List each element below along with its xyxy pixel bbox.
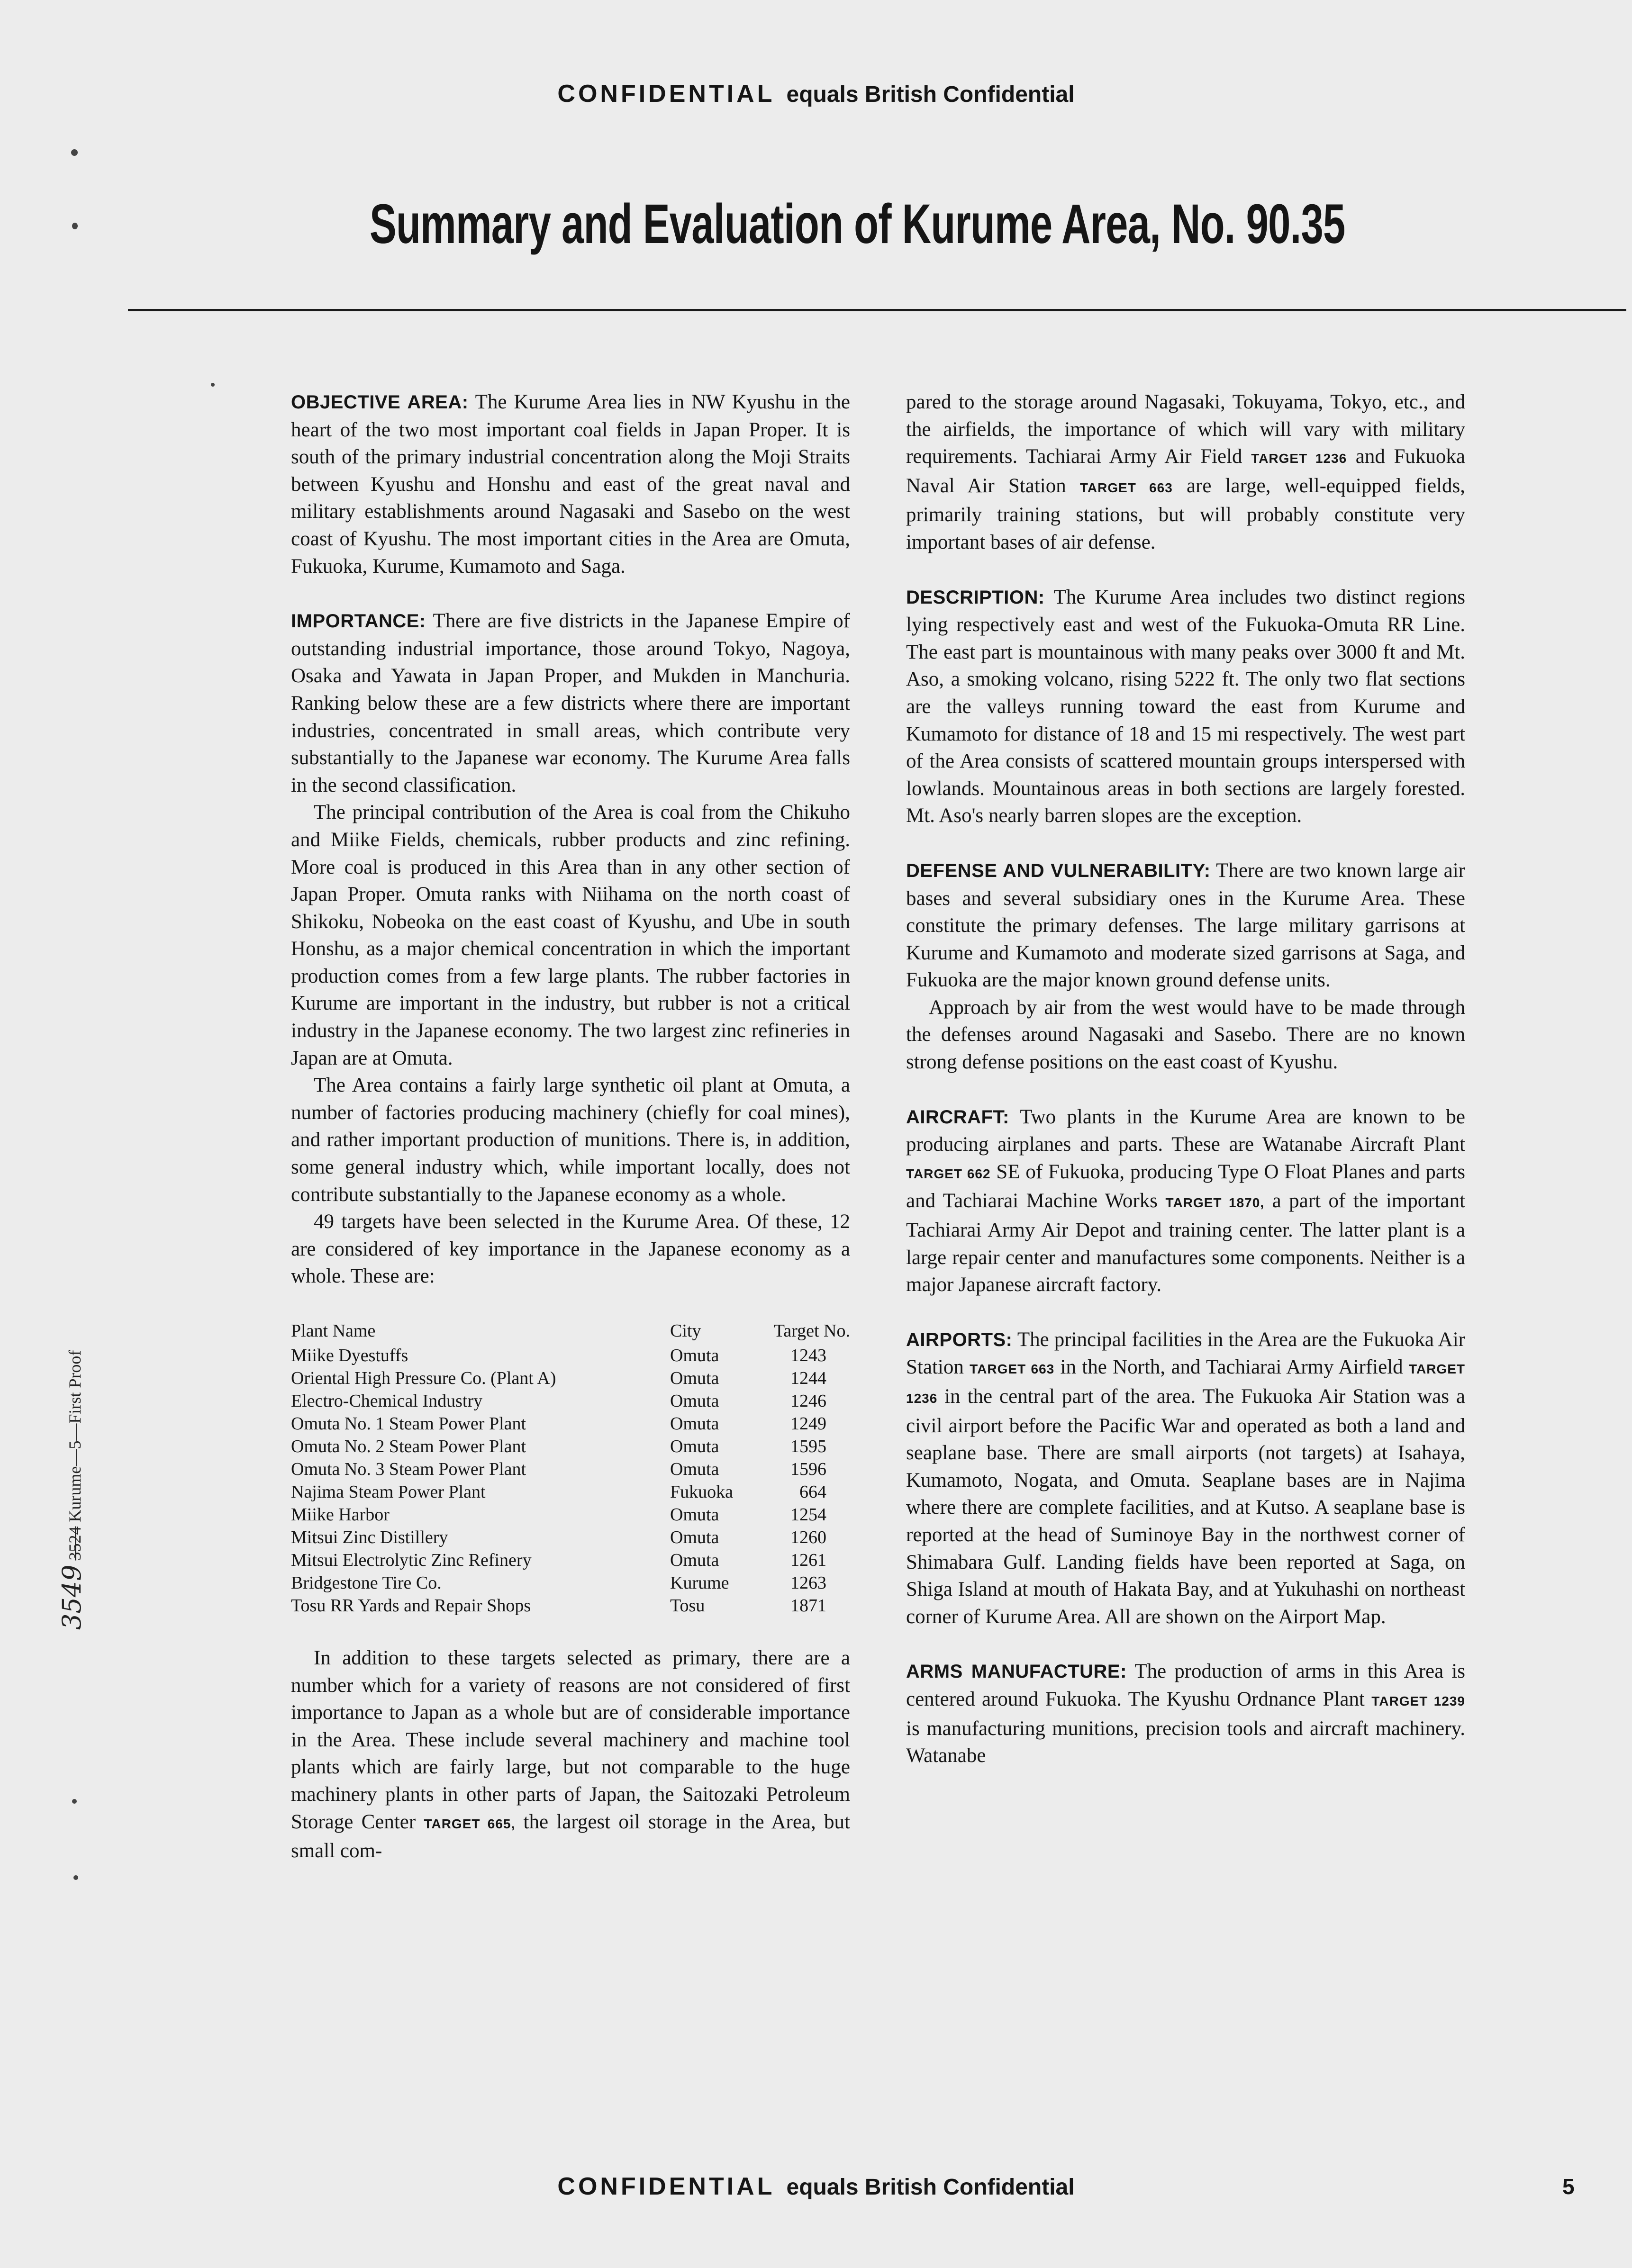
key-targets-table xyxy=(291,1319,850,1617)
proof-margin-note xyxy=(57,1350,87,1630)
target-number: 1254 xyxy=(790,1505,826,1525)
table-row xyxy=(291,1367,850,1390)
plant-name: Bridgestone Tire Co. xyxy=(291,1573,442,1593)
paragraph-text: SE of Fukuoka, producing Type O Float Planes and parts and Tachiarai Machine Works xyxy=(906,1160,1465,1212)
plant-city: Omuta xyxy=(670,1346,719,1365)
target-number: 1263 xyxy=(790,1573,826,1593)
left-column xyxy=(291,389,850,1865)
secondary-targets-paragraph xyxy=(291,1645,850,1865)
col-header-plant: Plant Name xyxy=(291,1321,376,1341)
target-number: 1246 xyxy=(790,1391,826,1411)
defense-text: There are two known large air bases and several subsidiary ones in the Kurume Area. These constitute the primary defenses. The large military garrisons at Kurume and Kumamoto and moderate sized garrisons at Saga, and Fukuoka are the major known ground defense units. xyxy=(906,859,1465,992)
scan-speck xyxy=(72,1799,77,1804)
table-row xyxy=(291,1549,850,1572)
airports-paragraph xyxy=(906,1326,1465,1631)
plant-name: Najima Steam Power Plant xyxy=(291,1482,486,1502)
plant-name: Mitsui Zinc Distillery xyxy=(291,1527,448,1547)
target-number: 1260 xyxy=(790,1527,826,1547)
importance-heading: IMPORTANCE: xyxy=(291,611,426,632)
confidential-word: CONFIDENTIAL xyxy=(557,2173,775,2200)
airports-heading: AIRPORTS: xyxy=(906,1329,1013,1350)
paragraph-text: The production of arms in this Area is centered around Fukuoka. The Kyushu Ordnance Plant xyxy=(906,1660,1466,1710)
objective-paragraph xyxy=(291,389,850,580)
description-heading: DESCRIPTION: xyxy=(906,587,1045,608)
target-ref: TARGET 1236 xyxy=(1251,451,1347,466)
importance-paragraph xyxy=(291,607,850,799)
target-number: 1595 xyxy=(790,1437,826,1456)
defense-heading: DEFENSE AND VULNERABILITY: xyxy=(906,860,1211,881)
paragraph-text: the largest oil storage in the Area, but small com- xyxy=(291,1810,850,1862)
target-ref: TARGET 665, xyxy=(424,1816,516,1831)
table-row xyxy=(291,1412,850,1435)
table-header-row xyxy=(291,1319,850,1344)
target-number: 664 xyxy=(799,1482,826,1502)
plant-name: Miike Dyestuffs xyxy=(291,1346,408,1365)
paragraph-text: is manufacturing munitions, precision tools and aircraft machinery. Watanabe xyxy=(906,1717,1465,1767)
scan-speck xyxy=(73,1875,78,1880)
confidential-suffix: equals British Confidential xyxy=(786,82,1075,107)
confidential-header xyxy=(0,80,1632,108)
plant-name: Miike Harbor xyxy=(291,1505,390,1525)
paragraph-text: a part of the important Tachiarai Army Air Depot and training center. The latter plant is a large repair center and manufactures some components. Neither is a major Japanese aircraft factory. xyxy=(906,1190,1466,1296)
plant-city: Kurume xyxy=(670,1573,729,1593)
importance-paragraph-2: The principal contribution of the Area is coal from the Chikuho and Miike Fields, chemicals, rubber products and zinc refining. More coal is produced in this Area than in any other section of Japan Proper. Omuta ranks with Niihama on the north coast of Shikoku, Nobeoka on the east coast of Kyushu, and Ube in south Honshu, as a major chemical concentration in which the important production comes from a few large plants. The rubber factories in Kurume are important in the industry, but rubber is not a critical industry in the Japanese economy. The two largest zinc refineries in Japan are at Omuta. xyxy=(291,801,850,1069)
target-ref: TARGET 1236 xyxy=(906,1362,1465,1406)
confidential-suffix: equals British Confidential xyxy=(786,2175,1075,2200)
title-rule xyxy=(128,309,1626,311)
table-row xyxy=(291,1458,850,1481)
target-number: 1243 xyxy=(790,1346,826,1365)
importance-paragraph-4: 49 targets have been selected in the Kurume Area. Of these, 12 are considered of key importance in the Japanese economy as a whole. These are: xyxy=(291,1211,850,1288)
page-number: 5 xyxy=(1562,2174,1575,2199)
aircraft-paragraph xyxy=(906,1103,1465,1299)
plant-city: Tosu xyxy=(670,1596,705,1616)
plant-city: Omuta xyxy=(670,1391,719,1411)
plant-name: Tosu RR Yards and Repair Shops xyxy=(291,1596,531,1616)
plant-city: Omuta xyxy=(670,1550,719,1570)
table-row xyxy=(291,1526,850,1549)
paragraph-text: In addition to these targets selected as primary, there are a number which for a variety of reasons are not considered of first importance to Japan as a whole but are of considerable importance in the Area. These include several machinery and machine tool plants which are fairly large, but not comparable to the huge machinery plants in other parts of Japan, the Saitozaki Petroleum Storage Center xyxy=(291,1647,850,1833)
table-row xyxy=(291,1572,850,1594)
plant-city: Omuta xyxy=(670,1527,719,1547)
target-ref: TARGET 663 xyxy=(970,1362,1055,1377)
scan-speck xyxy=(72,223,78,229)
defense-paragraph xyxy=(906,857,1465,994)
plant-city: Omuta xyxy=(670,1437,719,1456)
target-number: 1249 xyxy=(790,1414,826,1434)
paragraph-text: in the central part of the area. The Fukuoka Air Station was a civil airport before the Pacific War and operated as both a land and seaplane base. There are small airports (not targets) at Isahaya, Kumamoto, Nogata, and Omuta. Seaplane bases are in Najima where there are complete facilities, and at Kutso. A seaplane base is reported at the head of Suminoye Bay in the northwest corner of Shimabara Gulf. Landing fields have been reported at Saga, on Shiga Island at mouth of Hakata Bay, and at Yukuhashi on northeast corner of Kurume Area. All are shown on the Airport Map. xyxy=(906,1385,1466,1628)
confidential-footer xyxy=(0,2172,1632,2201)
table-row xyxy=(291,1435,850,1458)
aircraft-heading: AIRCRAFT: xyxy=(906,1106,1009,1128)
target-ref: TARGET 663 xyxy=(1079,480,1173,495)
confidential-word: CONFIDENTIAL xyxy=(557,80,775,108)
target-number: 1596 xyxy=(790,1459,826,1479)
plant-city: Omuta xyxy=(670,1505,719,1525)
objective-text: The Kurume Area lies in NW Kyushu in the heart of the two most important coal fields in Japan Proper. It is south of the primary industrial concentration along the Moji Straits between Kyushu and Honshu and east of the great naval and military establishments around Nagasaki and Sasebo on the west coast of Kyushu. The most important cities in the Area are Omuta, Fukuoka, Kurume, Kumamoto and Saga. xyxy=(291,391,850,578)
paragraph-text: in the North, and Tachiarai Army Airfield xyxy=(1060,1356,1403,1379)
importance-text: There are five districts in the Japanese Empire of outstanding industrial importance, those around Tokyo, Nagoya, Osaka and Yawata in Japan Proper, and Mukden in Manchuria. Ranking below these are a few districts where there are important industries, concentrated in small areas, which contribute very substantially to the Japanese war economy. The Kurume Area falls in the second classification. xyxy=(291,610,850,796)
plant-city: Omuta xyxy=(670,1368,719,1388)
plant-name: Omuta No. 1 Steam Power Plant xyxy=(291,1414,526,1434)
plant-name: Oriental High Pressure Co. (Plant A) xyxy=(291,1368,556,1388)
plant-name: Mitsui Electrolytic Zinc Refinery xyxy=(291,1550,532,1570)
plant-city: Omuta xyxy=(670,1459,719,1479)
paragraph-text: Two plants in the Kurume Area are known to be producing airplanes and parts. These are Watanabe Aircraft Plant xyxy=(906,1105,1465,1156)
paragraph-text: pared to the storage around Nagasaki, Tokuyama, Tokyo, etc., and the airfields, the importance of which will vary with military requirements. Tachiarai Army Air Field xyxy=(906,391,1465,468)
struck-number: 3524 xyxy=(65,1526,84,1561)
right-column xyxy=(906,389,1465,1770)
target-ref: TARGET 662 xyxy=(906,1166,991,1181)
defense-paragraph-2: Approach by air from the west would have to be made through the defenses around Nagasaki and Sasebo. There are no known strong defense positions on the east coast of Kyushu. xyxy=(906,996,1465,1074)
scan-speck xyxy=(71,149,78,156)
arms-paragraph xyxy=(906,1658,1465,1769)
col-header-target: Target No. xyxy=(773,1321,850,1341)
plant-city: Fukuoka xyxy=(670,1482,733,1502)
target-ref: TARGET 1239 xyxy=(1371,1693,1465,1708)
target-number: 1871 xyxy=(790,1596,826,1616)
paragraph-text: are large, well-equipped fields, primarily training stations, but will probably constitute very important bases of air defense. xyxy=(906,474,1465,553)
table-row xyxy=(291,1344,850,1367)
objective-heading: OBJECTIVE AREA: xyxy=(291,392,469,413)
target-number: 1244 xyxy=(790,1368,826,1388)
col-header-city: City xyxy=(670,1321,701,1341)
description-paragraph xyxy=(906,584,1465,830)
continued-paragraph xyxy=(906,389,1465,556)
plant-city: Omuta xyxy=(670,1414,719,1434)
target-ref: TARGET 1870, xyxy=(1165,1195,1265,1211)
table-row xyxy=(291,1503,850,1526)
paragraph-text: and Fukuoka Naval Air Station xyxy=(906,445,1465,497)
scan-speck xyxy=(211,383,215,387)
table-row xyxy=(291,1481,850,1503)
importance-paragraph-3: The Area contains a fairly large synthetic oil plant at Omuta, a number of factories producing machinery (chiefly for coal mines), and rather important production of munitions. There is, in addition, some general industry which, while important locally, does not contribute substantially to the Japanese economy as a whole. xyxy=(291,1074,850,1206)
table-row xyxy=(291,1594,850,1617)
page-title: Summary and Evaluation of Kurume Area, No. 90.35 xyxy=(370,193,1345,255)
plant-name: Electro-Chemical Industry xyxy=(291,1391,483,1411)
arms-heading: ARMS MANUFACTURE: xyxy=(906,1661,1127,1682)
paragraph-text: The principal facilities in the Area are the Fukuoka Air Station xyxy=(906,1328,1465,1379)
plant-name: Omuta No. 2 Steam Power Plant xyxy=(291,1437,526,1456)
plant-name: Omuta No. 3 Steam Power Plant xyxy=(291,1459,526,1479)
description-text: The Kurume Area includes two distinct regions lying respectively east and west of the Fukuoka-Omuta RR Line. The east part is mountainous with many peaks over 3000 ft and Mt. Aso, a smoking volcano, rising 5222 ft. The only two flat sections are the valleys running toward the east from Kurume and Kumamoto for distance of 18 and 15 mi respectively. The west part of the Area consists of scattered mountain groups interspersed with lowlands. Mountainous areas in both sections are largely forested. Mt. Aso's nearly barren slopes are the exception. xyxy=(906,586,1465,827)
handwritten-number: 3549 xyxy=(57,1564,87,1630)
table-row xyxy=(291,1390,850,1412)
proof-label: Kurume—5—First Proof xyxy=(65,1350,84,1522)
target-number: 1261 xyxy=(790,1550,826,1570)
